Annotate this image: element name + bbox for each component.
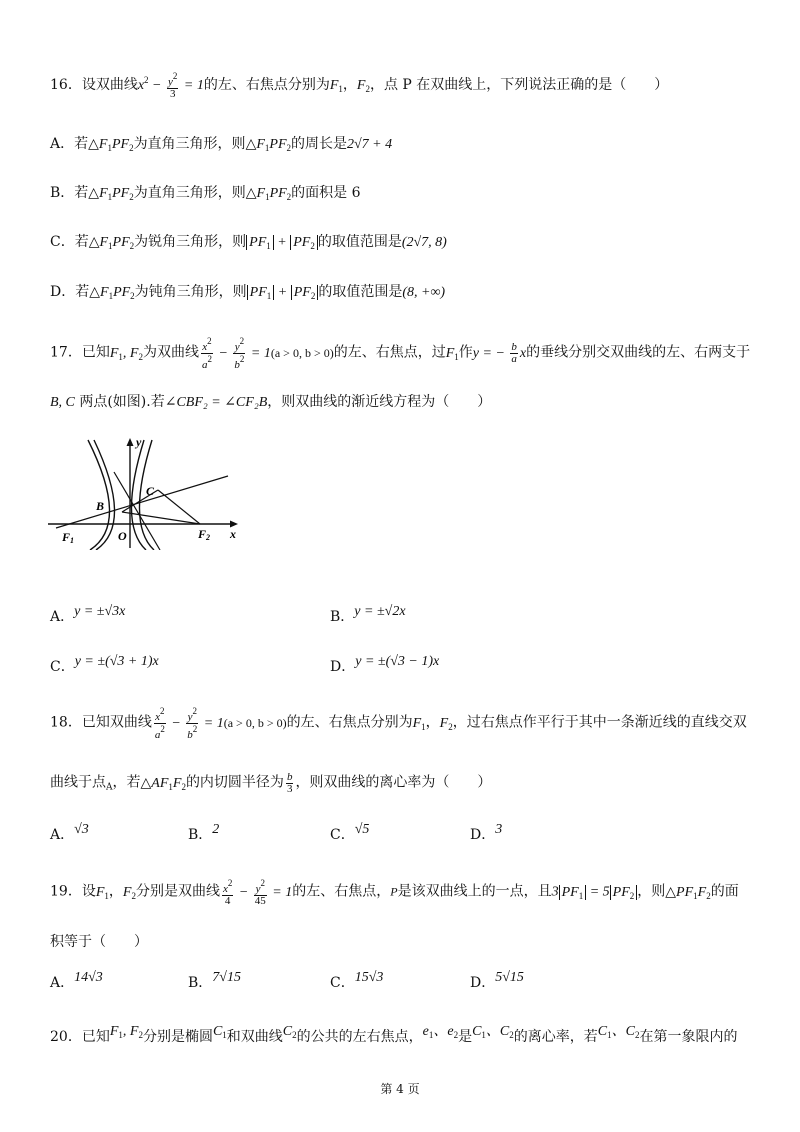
q16-stem: 16．设双曲线$x^2$ − $\frac{y^2}{3}$ = 1的左、右焦点分别为$F_1$，$F_2$，点 P 在双曲线上，下列说法正确的是（ ） — [50, 71, 669, 101]
fig-label-x: x — [230, 527, 236, 541]
q16-option-d: D．若$\triangle F_1PF_2$为钝角三角形，则 $PF_1 + PF_2$ 的取值范围是(8, +∞) — [50, 284, 446, 301]
fig-label-y: y — [136, 435, 142, 449]
y-axis-arrow-icon — [127, 438, 134, 446]
q18-option-b: B．2 — [188, 822, 220, 843]
q16-option-a: A．若$\triangle F_1PF_2$为直角三角形，则$\triangle F_1PF_2$的周长是2√7 + 4 — [50, 136, 393, 153]
q18-option-d: D．3 — [470, 822, 503, 843]
q16-option-c: C．若$\triangle F_1PF_2$为锐角三角形，则 $PF_1 + PF_2$ 的取值范围是(2√7, 8) — [50, 234, 447, 251]
fig-label-f2: F2 — [198, 527, 211, 542]
q16-hyperbola-eq: $x^2$ − $\frac{y^2}{3}$ = 1 — [137, 71, 204, 101]
q19-option-c: C．15√3 — [330, 970, 384, 991]
q18-stem: 18．已知双曲线 $\frac{x^2}{a^2}$ − $\frac{y^2}{b^2}$ = 1(a > 0, b > 0)的左、右焦点分别为$F_1$，$F_2$，过右焦点作平行于其中一条渐近线的直线交双 — [50, 706, 747, 741]
q19-option-d: D．5√15 — [470, 970, 524, 991]
fig-label-o: O — [118, 529, 127, 543]
q18-stem-line2: 曲线于点$_A$，若$\triangle AF_1F_2$的内切圆半径为 $\frac{b}{3}$ ，则双曲线的离心率为（ ） — [50, 771, 492, 795]
q17-hyperbola-figure — [48, 432, 248, 550]
q19-hyperbola-eq: $\frac{x^2}{4}$ − $\frac{y^2}{45}$ = 1 — [222, 878, 293, 907]
q19-option-b: B．7√15 — [188, 970, 241, 991]
q18-hyperbola-eq: $\frac{x^2}{a^2}$ − $\frac{y^2}{b^2}$ = 1(a > 0, b > 0) — [154, 706, 287, 741]
q17-hyperbola-eq: $\frac{x^2}{a^2}$ − $\frac{y^2}{b^2}$ = 1(a > 0, b > 0) — [201, 336, 334, 371]
page-number: 第 4 页 — [380, 1082, 420, 1096]
fig-label-c: C — [146, 484, 155, 498]
q19-stem-line2: 积等于（ ） — [50, 934, 148, 950]
q17-stem-line2: B, C 两点(如图).若∠CBF₂ = ∠CF₂B，则双曲线的渐近线方程为（ ） — [50, 394, 492, 410]
q18-option-c: C．√5 — [330, 822, 370, 843]
q19-stem: 19．设$F_1$，$F_2$分别是双曲线 $\frac{x^2}{4}$ − $\frac{y^2}{45}$ = 1的左、右焦点，P是该双曲线上的一点，且3 $PF_1 = 5$ $PF_2$ ，则$\triangle PF_1F_2$的面 — [50, 878, 739, 907]
q17-stem: 17．已知$F_1$, $F_2$为双曲线 $\frac{x^2}{a^2}$ − $\frac{y^2}{b^2}$ = 1(a > 0, b > 0)的左、右焦点，过$F_1$作y = − $\frac{b}{a}$ x的垂线分别交双曲线的左、右两支于 — [50, 336, 751, 371]
q17-option-c: C．y = ±(√3 + 1)x — [50, 654, 159, 675]
q16-option-b: B．若$\triangle F_1PF_2$为直角三角形，则$\triangle F_1PF_2$的面积是 6 — [50, 185, 361, 202]
q19-option-a: A．14√3 — [50, 970, 103, 991]
q17-option-b: B．y = ±√2x — [330, 604, 406, 625]
q18-option-a: A．√3 — [50, 822, 89, 843]
q17-option-d: D．y = ±(√3 − 1)x — [330, 654, 440, 675]
fig-label-f1: F1 — [62, 530, 75, 545]
q17-option-a: A．y = ±√3x — [50, 604, 126, 625]
fig-label-b: B — [96, 499, 105, 513]
q20-stem: 20．已知$F_1$, $F_2$分别是椭圆$C_1$和双曲线$C_2$的公共的左右焦点，$e_1$、$e_2$是$C_1$、$C_2$的离心率，若$C_1$、$C_2$在第一象限内的 — [50, 1024, 738, 1045]
